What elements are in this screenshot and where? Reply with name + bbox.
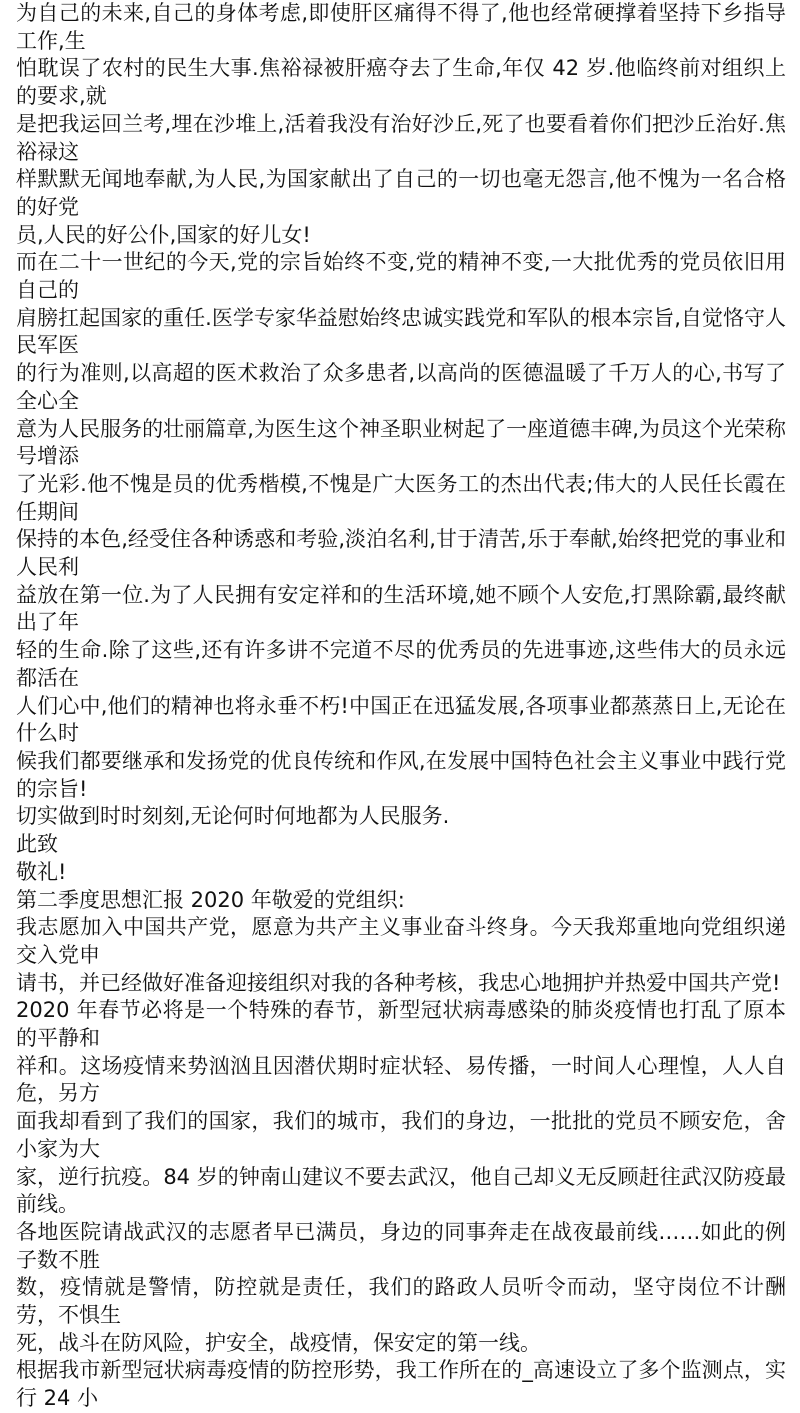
text-line: 的行为准则,以高超的医术救治了众多患者,以高尚的医德温暖了千万人的心,书写了全心全 [16,361,786,413]
text-line: 员,人民的好公仆,国家的好儿女! [16,222,311,247]
text-line: 肩膀扛起国家的重任.医学专家华益慰始终忠诚实践党和军队的根本宗旨,自觉恪守人民军医 [16,305,786,358]
text-line: 是把我运回兰考,埋在沙堆上,活着我没有治好沙丘,死了也要看着你们把沙丘治好.焦裕禄这 [16,111,786,164]
text-line: 怕耽误了农村的民生大事.焦裕禄被肝癌夺去了生命,年仅 42 岁.他临终前对组织上的要求,就 [16,56,786,109]
text-line: 家，逆行抗疫。84 岁的钟南山建议不要去武汉，他自己却义无反顾赶往武汉防疫最前线。 [16,1164,786,1217]
text-line: 根据我市新型冠状病毒疫情的防控形势，我工作所在的_高速设立了多个监测点，实行 24 小 [16,1358,786,1411]
text-line: 此致 [16,832,58,857]
text-line: 意为人民服务的壮丽篇章,为医生这个神圣职业树起了一座道德丰碑,为员这个光荣称号增添 [16,416,786,469]
text-line: 益放在第一位.为了人民拥有安定祥和的生活环境,她不顾个人安危,打黑除霸,最终献出了年 [16,582,786,635]
text-line: 2020 年春节必将是一个特殊的春节，新型冠状病毒感染的肺炎疫情也打乱了原本的平静和 [16,998,786,1051]
text-line: 轻的生命.除了这些,还有许多讲不完道不尽的优秀员的先进事迹,这些伟大的员永远都活在 [16,638,786,690]
text-line: 祥和。这场疫情来势汹汹且因潜伏期时症状轻、易传播，一时间人心理惶，人人自危，另方 [16,1053,786,1106]
text-line: 人们心中,他们的精神也将永垂不朽!中国正在迅猛发展,各项事业都蒸蒸日上,无论在什么时 [16,693,786,746]
text-line: 而在二十一世纪的今天,党的宗旨始终不变,党的精神不变,一大批优秀的党员依旧用自己的 [16,250,786,303]
text-line: 切实做到时时刻刻,无论何时何地都为人民服务. [16,804,450,829]
text-line: 候我们都要继承和发扬党的优良传统和作风,在发展中国特色社会主义事业中践行党的宗旨! [16,748,786,801]
text-line: 样默默无闻地奉献,为人民,为国家献出了自己的一切也毫无怨言,他不愧为一名合格的好党 [16,167,786,219]
text-line: 第二季度思想汇报 2020 年敬爱的党组织: [16,887,405,912]
text-line: 保持的本色,经受住各种诱惑和考验,淡泊名利,甘于清苦,乐于奉献,始终把党的事业和人民利 [16,527,786,580]
text-line: 各地医院请战武汉的志愿者早已满员，身边的同事奔走在战夜最前线……如此的例子数不胜 [16,1219,786,1272]
text-line: 数，疫情就是警情，防控就是责任，我们的路政人员听令而动，坚守岗位不计酬劳，不惧生 [16,1275,786,1328]
text-line: 面我却看到了我们的国家，我们的城市，我们的身边，一批批的党员不顾安危，舍小家为大 [16,1109,786,1161]
text-line: 为自己的未来,自己的身体考虑,即使肝区痛得不得了,他也经常硬撑着坚持下乡指导工作,生 [16,1,786,53]
text-line: 请书，并已经做好准备迎接组织对我的各种考核，我忠心地拥护并热爱中国共产党! [16,970,781,995]
text-line: 了光彩.他不愧是员的优秀楷模,不愧是广大医务工的杰出代表;伟大的人民任长霞在任期间 [16,471,786,524]
text-line: 敬礼! [16,859,67,884]
text-line: 死，战斗在防风险，护安全，战疫情，保安定的第一线。 [16,1330,541,1355]
text-line: 我志愿加入中国共产党，愿意为共产主义事业奋斗终身。今天我郑重地向党组织递交入党申 [16,915,786,967]
